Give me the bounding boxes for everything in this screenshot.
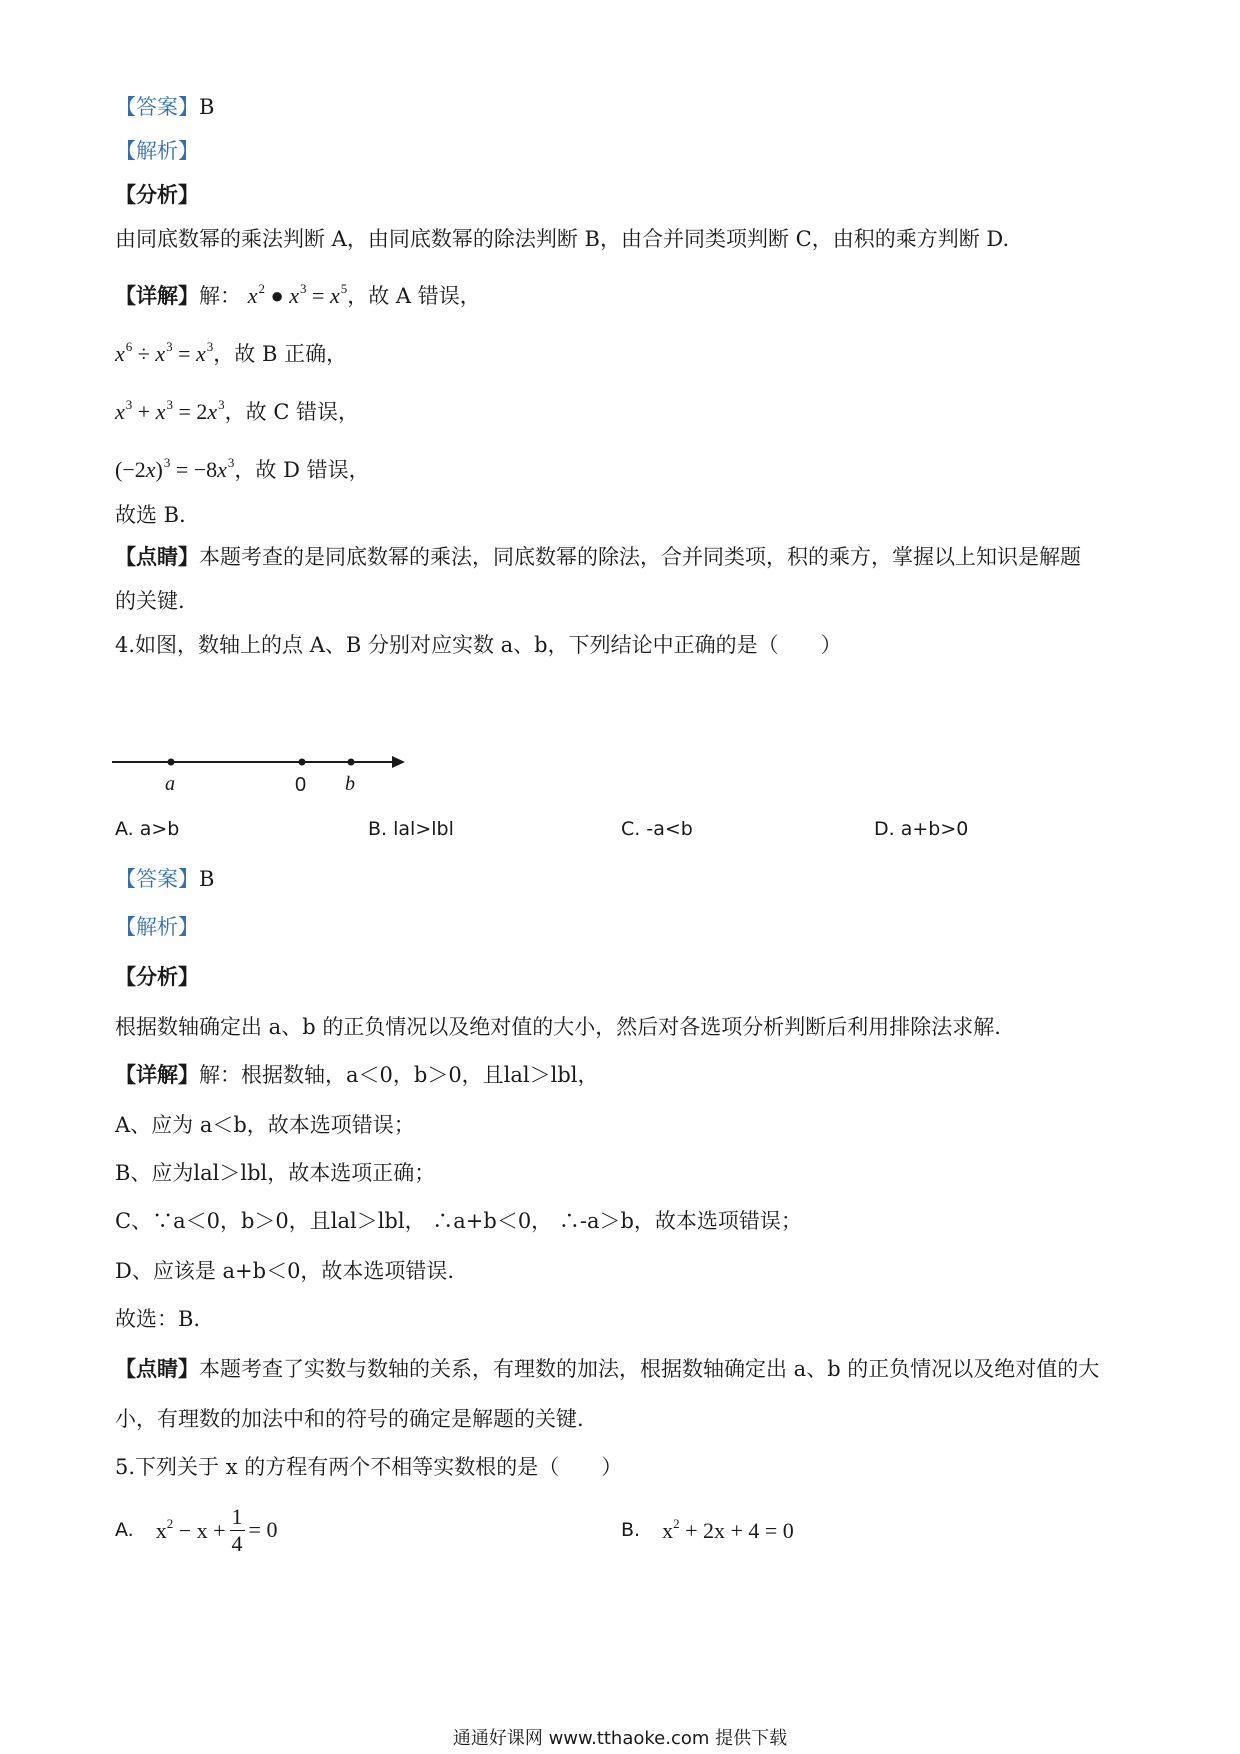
q3-detail-line-c [115,390,359,427]
detail-tag: 【详解】 [115,283,199,308]
answer-tag: 【答案】 [115,95,199,119]
q5-option-a-label: A. [115,1519,134,1541]
formula-a: $x^2$ ● $x^3 = x^5$ [247,281,348,308]
q4-choose: 故选：B. [115,1307,201,1331]
q3-dianjing-line1 [115,542,1081,572]
q3-dianjing-line2: 的关键. [115,589,185,613]
answer-value: B [199,95,215,119]
q4-option-a: A. a>b [115,818,180,840]
q5-option-b [621,1500,794,1560]
dianjing-text1: 本题考查了实数与数轴的关系，有理数的加法，根据数轴确定出 a、b 的正负情况以及绝对值的大 [199,1357,1100,1381]
dianjing-tag: 【点睛】 [115,1356,199,1381]
formula-c: $x^3 + x^3 = 2x^3$ [115,397,225,424]
label-a: a [165,773,175,795]
q4-stem: 4.如图，数轴上的点 A、B 分别对应实数 a、b，下列结论中正确的是（ ） [115,633,842,657]
fraction-denominator: 4 [231,1530,243,1556]
q4-analysis-tag: 【解析】 [115,915,199,939]
q3-detail-line-b [115,332,347,369]
fraction-numerator: 1 [231,1503,243,1529]
dianjing-tag: 【点睛】 [115,544,199,569]
q3-detail-line-d [115,448,370,485]
q5-option-a-equals: = 0 [248,1517,278,1542]
formula-b: $x^6 \div x^3 = x^3$ [115,339,214,366]
q5-option-a [115,1500,277,1560]
point-zero [299,759,306,766]
detail-prefix: 解： [199,284,241,308]
answer-value: B [199,867,215,891]
q3-fenxi-tag: 【分析】 [115,182,199,207]
page-footer: 通通好课网 www.tthaoke.com 提供下载 [452,1728,788,1749]
q3-analysis-tag: 【解析】 [115,139,199,163]
q4-line-b: B、应为lal＞lbl，故本选项正确； [115,1161,436,1185]
line-c-tail: ，故 C 错误， [224,400,360,424]
q3-fenxi-text: 由同底数幂的乘法判断 A，由同底数幂的除法判断 B，由合并同类项判断 C，由积的乘方判断 D. [115,227,1010,251]
q4-option-d: D. a+b>0 [874,818,969,840]
q4-line-c: C、∵a＜0，b＞0，且lal＞lbl， ∴a+b＜0， ∴-a＞b，故本选项错误； [115,1209,802,1233]
q5-option-b-label: B. [621,1519,641,1541]
q4-dianjing-line1 [115,1354,1099,1384]
fraction-one-quarter [230,1504,245,1557]
q4-option-c: C. -a<b [621,818,693,840]
q3-answer-line [115,92,214,122]
line-d-tail: ，故 D 错误， [234,458,370,482]
q4-line-d: D、应该是 a+b＜0，故本选项错误. [115,1259,455,1283]
point-a [168,759,175,766]
line-b-tail: ，故 B 正确， [213,342,348,366]
q4-dianjing-line2: 小，有理数的加法中和的符号的确定是解题的关键. [115,1407,584,1431]
q4-line-a: A、应为 a＜b，故本选项错误； [115,1113,415,1137]
point-b [348,759,355,766]
q3-detail-line-a [115,274,481,311]
q4-fenxi-text: 根据数轴确定出 a、b 的正负情况以及绝对值的大小，然后对各选项分析判断后利用排除法求解. [115,1015,1001,1039]
q4-fenxi-tag: 【分析】 [115,964,199,989]
detail-text: 解：根据数轴，a＜0，b＞0，且lal＞lbl， [199,1063,599,1087]
q4-option-b: B. lal>lbl [368,818,454,840]
label-zero: 0 [295,774,307,796]
line-a-tail: ，故 A 错误， [347,284,481,308]
dianjing-text1: 本题考查的是同底数幂的乘法，同底数幂的除法，合并同类项，积的乘方，掌握以上知识是解题 [199,545,1081,569]
q3-choose: 故选 B． [115,503,201,527]
q5-option-a-formula: $x^2 - x$ + [155,1516,226,1543]
q5-option-b-formula: $x^2 + 2x + 4 = 0$ [662,1516,794,1543]
formula-d: $(-2x)^3 = -8x^3$ [115,455,235,482]
q4-detail-line [115,1060,599,1090]
detail-tag: 【详解】 [115,1062,199,1087]
answer-tag: 【答案】 [115,867,199,891]
q4-answer-line [115,864,214,894]
axis-arrow-icon [392,756,405,768]
number-line-figure [110,748,410,800]
q5-stem: 5.下列关于 x 的方程有两个不相等实数根的是（ ） [115,1455,623,1479]
label-b: b [345,773,355,795]
